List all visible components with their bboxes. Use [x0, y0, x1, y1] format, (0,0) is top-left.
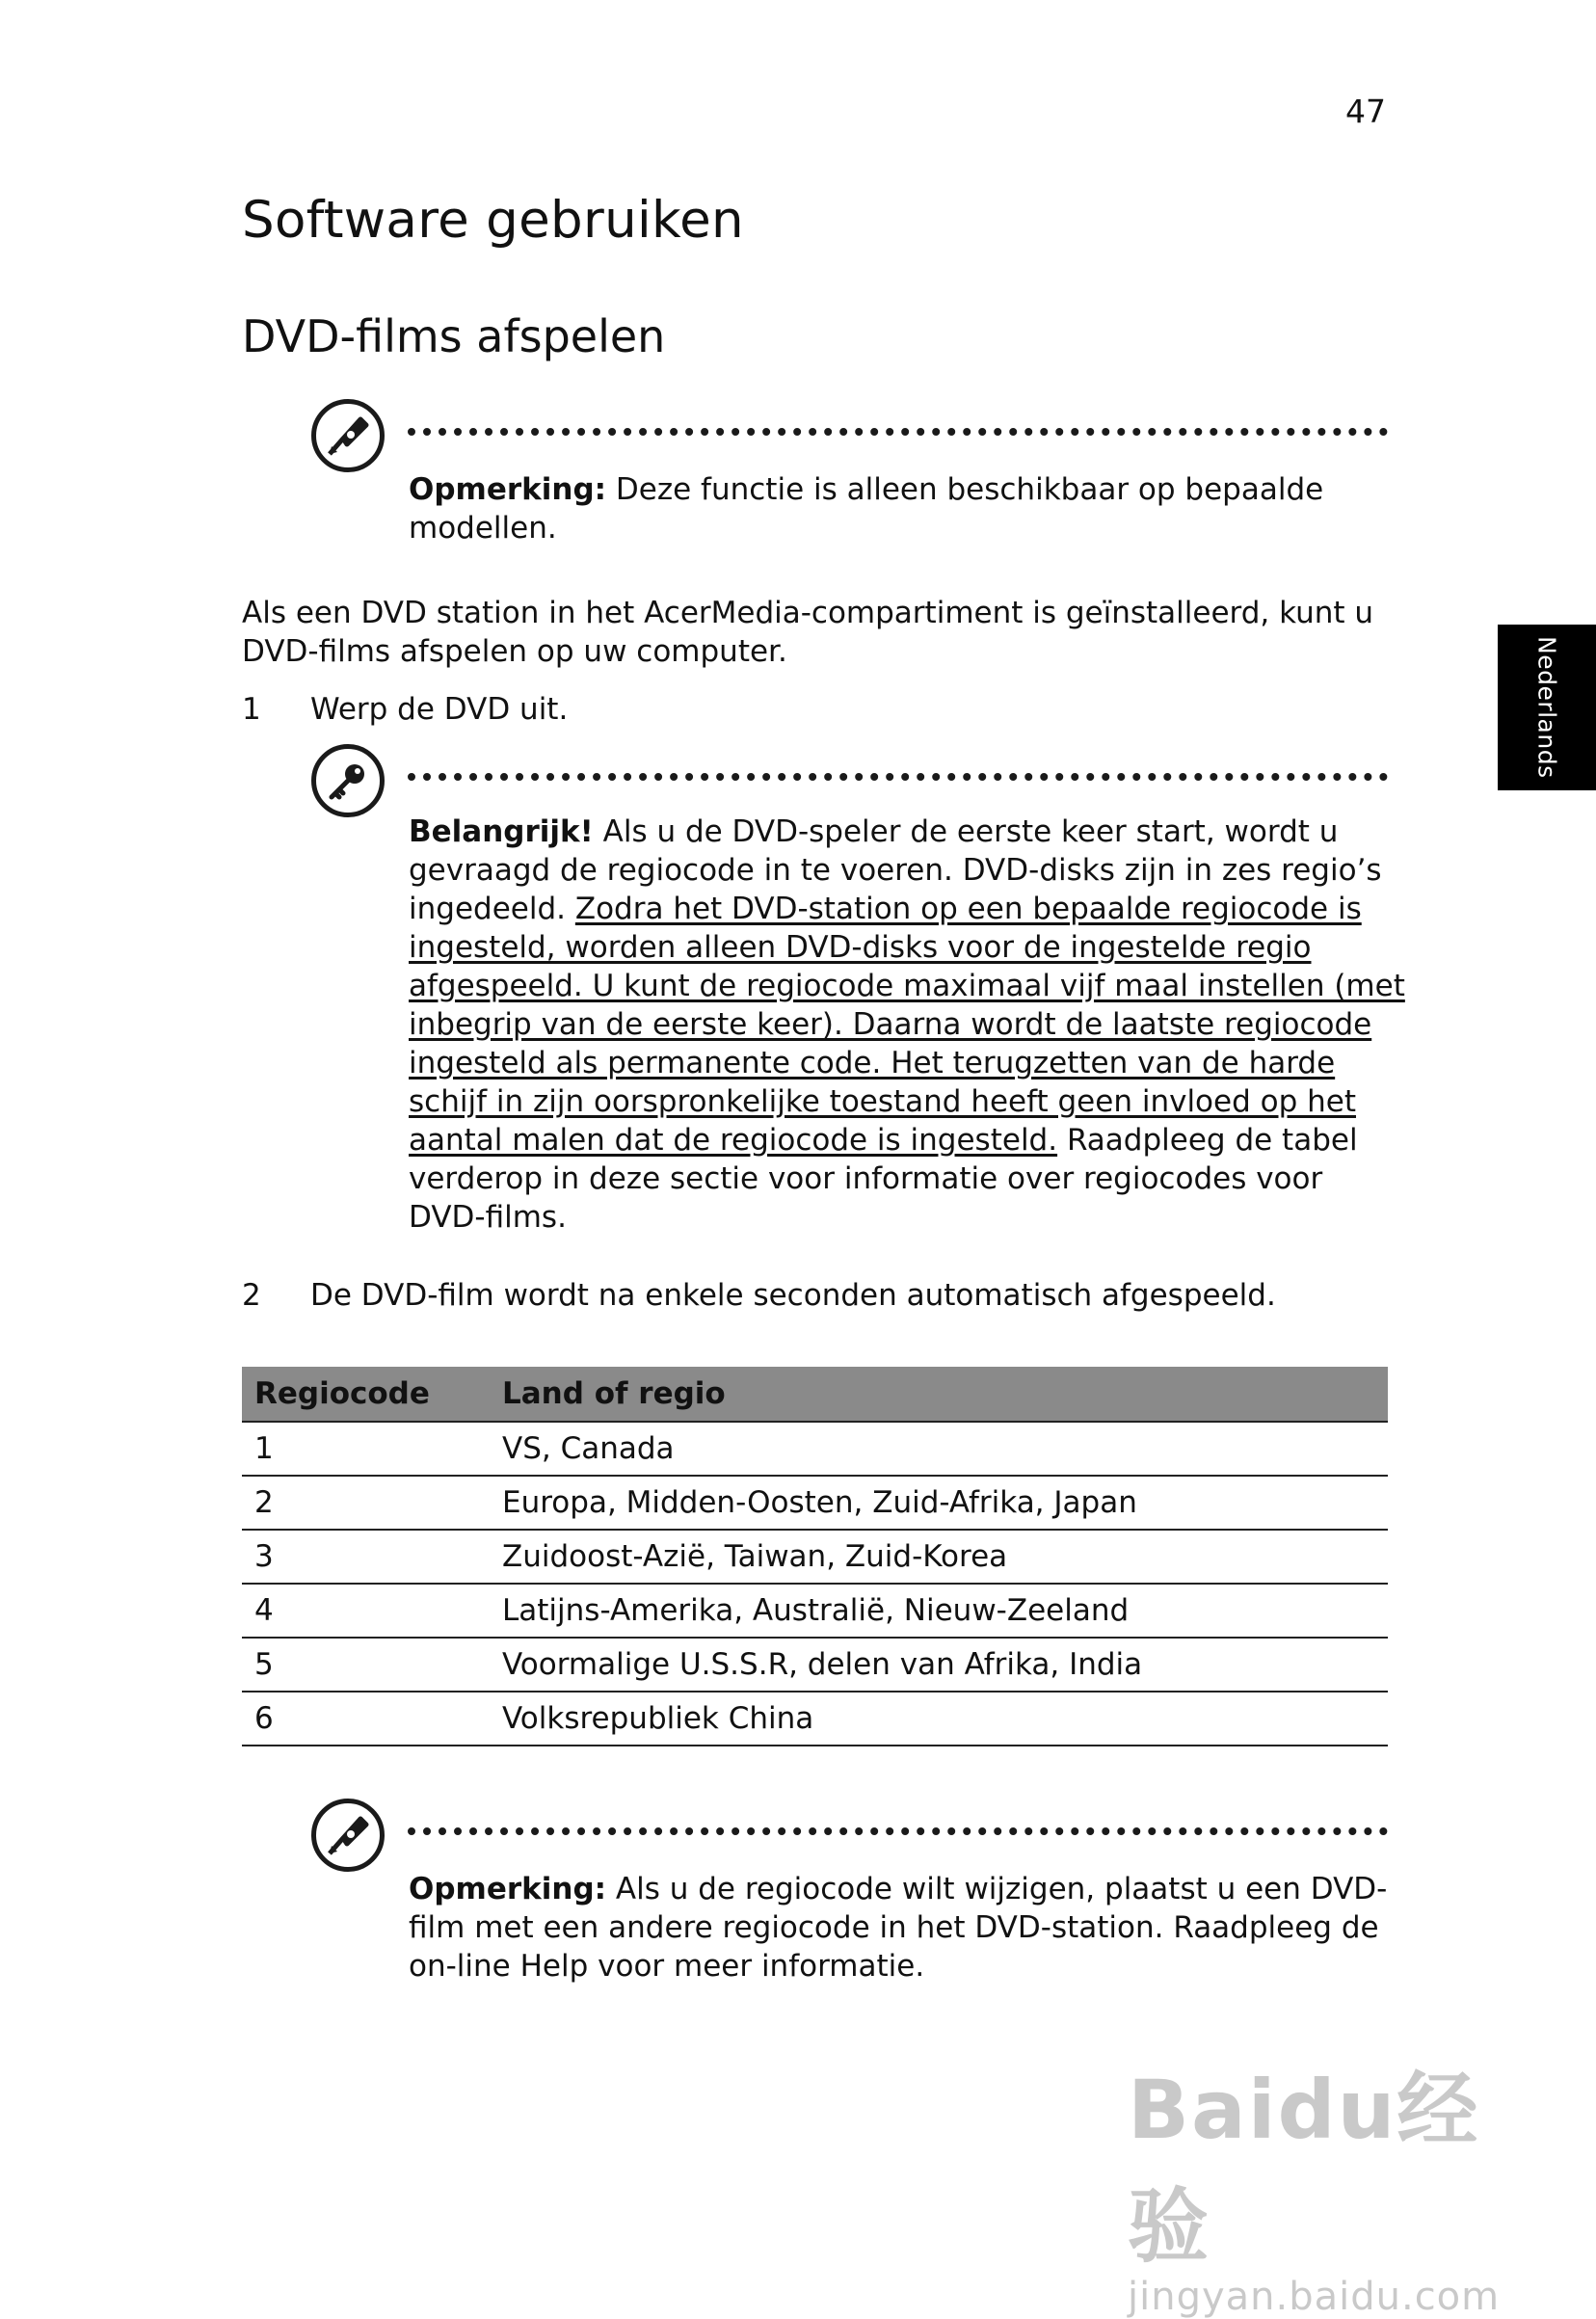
table-row: [242, 1584, 1388, 1638]
section-title: DVD-films afspelen: [242, 310, 666, 362]
table-cell: 3: [242, 1530, 490, 1584]
note-pen-icon: [311, 399, 385, 472]
table-cell: 1: [242, 1422, 490, 1476]
table-cell: Latijns-Amerika, Australië, Nieuw-Zeeland: [490, 1584, 1388, 1638]
language-tab: [1498, 625, 1596, 790]
important-label: Belangrijk!: [409, 814, 594, 849]
table-cell: Voormalige U.S.S.R, delen van Afrika, India: [490, 1638, 1388, 1692]
watermark-logo: Baidu经验: [1128, 2063, 1480, 2274]
table-row: [242, 1638, 1388, 1692]
table-cell: 5: [242, 1638, 490, 1692]
important-text: Belangrijk! Als u de DVD-speler de eerste keer start, wordt u gevraagd de regiocode in te voeren. DVD-disks zijn in zes regio’s ingedeeld. Zodra het DVD-station op een bepaalde regiocode is ingesteld, worden alleen DVD-disks voor de ingestelde regio afgespeeld. U kunt de regiocode maximaal vijf maal instellen (met inbegrip van de eerste keer). Daarna wordt de laatste regiocode ingesteld als permanente code. Het terugzetten van de harde schijf in zijn oorspronkelijke toestand heeft geen invloed op het aantal malen dat de regiocode is ingesteld. Raadpleeg de tabel verderop in deze sectie voor informatie over regiocodes voor DVD-films.: [409, 814, 1405, 1235]
key-icon: [311, 744, 385, 817]
note-label: Opmerking:: [409, 1872, 607, 1906]
intro-line: Als een DVD station in het AcerMedia-compartiment is geïnstalleerd, kunt u: [242, 596, 1374, 630]
page-number: 47: [1345, 93, 1386, 130]
note-divider: [408, 428, 1388, 436]
table-cell: Volksrepubliek China: [490, 1692, 1388, 1746]
language-tab-label: Nederlands: [1532, 636, 1561, 779]
step-number: 2: [242, 1278, 261, 1313]
table-cell: 2: [242, 1476, 490, 1530]
note-label: Opmerking:: [409, 472, 607, 507]
region-code-table: [242, 1367, 1388, 1746]
table-row: [242, 1692, 1388, 1746]
note-text-line2: modellen.: [409, 511, 557, 546]
watermark: [1128, 2045, 1513, 2319]
table-cell: Zuidoost-Azië, Taiwan, Zuid-Korea: [490, 1530, 1388, 1584]
table-row: [242, 1422, 1388, 1476]
table-header: Regiocode: [242, 1367, 490, 1422]
watermark-url: jingyan.baidu.com: [1128, 2275, 1501, 2319]
step-text: Werp de DVD uit.: [310, 692, 569, 727]
note-text: Opmerking: Als u de regiocode wilt wijzigen, plaatst u een DVD- film met een andere regiocode in het DVD-station. Raadpleeg de on-line Help voor meer informatie.: [409, 1872, 1388, 1984]
note-text: Opmerking: Deze functie is alleen beschikbaar op bepaalde: [409, 472, 1324, 507]
important-divider: [408, 773, 1388, 781]
note-divider: [408, 1827, 1388, 1835]
table-header: Land of regio: [490, 1367, 1388, 1422]
note-pen-icon: [311, 1799, 385, 1872]
table-cell: Europa, Midden-Oosten, Zuid-Afrika, Japan: [490, 1476, 1388, 1530]
table-cell: VS, Canada: [490, 1422, 1388, 1476]
step-text: De DVD-film wordt na enkele seconden automatisch afgespeeld.: [310, 1278, 1276, 1313]
table-header-row: [242, 1367, 1388, 1422]
table-cell: 6: [242, 1692, 490, 1746]
page-title: Software gebruiken: [242, 191, 744, 250]
step-number: 1: [242, 692, 261, 727]
table-row: [242, 1476, 1388, 1530]
table-cell: 4: [242, 1584, 490, 1638]
table-row: [242, 1530, 1388, 1584]
intro-line: DVD-films afspelen op uw computer.: [242, 634, 787, 669]
